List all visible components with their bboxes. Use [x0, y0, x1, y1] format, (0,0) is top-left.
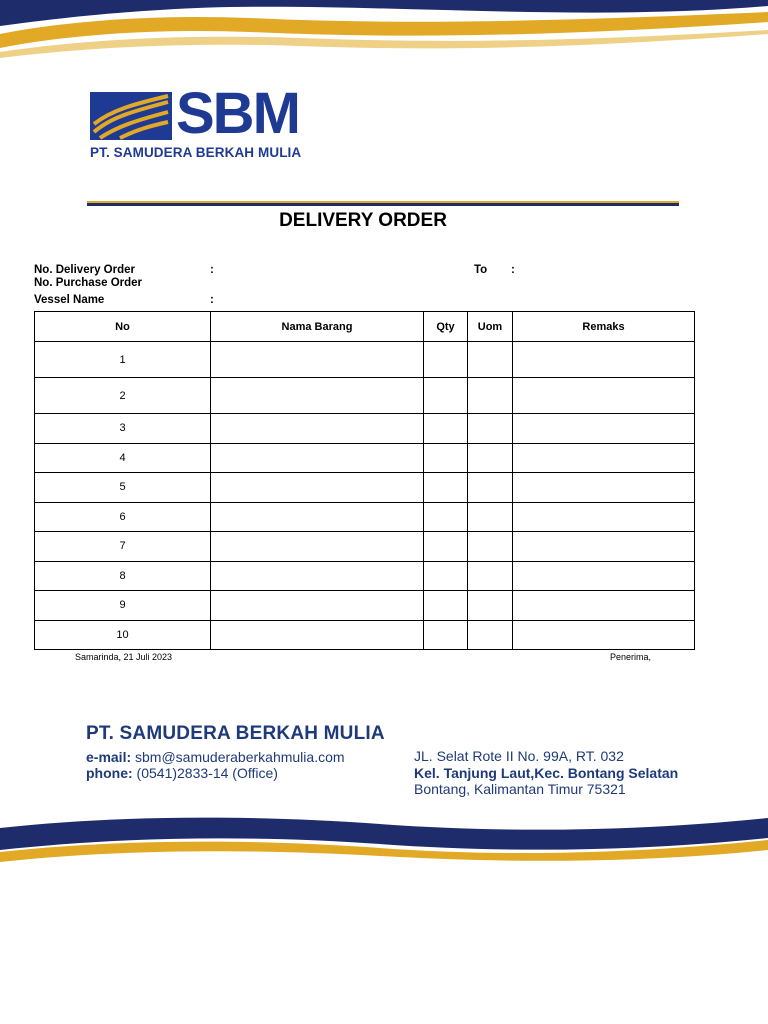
row-number: 1 — [35, 342, 211, 378]
email-value: sbm@samuderaberkahmulia.com — [135, 749, 345, 765]
nama-barang-cell — [211, 414, 424, 444]
qty-cell — [424, 378, 468, 414]
row-number: 2 — [35, 378, 211, 414]
footer-address-line-1: JL. Selat Rote II No. 99A, RT. 032 — [414, 748, 624, 764]
table-row — [35, 473, 695, 503]
qty-cell — [424, 342, 468, 378]
remaks-cell — [513, 532, 695, 562]
nama-barang-cell — [211, 620, 424, 650]
phone-value: (0541)2833-14 (Office) — [136, 765, 278, 781]
table-row — [35, 502, 695, 532]
uom-cell — [468, 620, 513, 650]
vessel-name-colon: : — [210, 294, 214, 306]
nama-barang-cell — [211, 502, 424, 532]
nama-barang-cell — [211, 378, 424, 414]
uom-cell — [468, 532, 513, 562]
delivery-order-label: No. Delivery Order — [34, 264, 135, 276]
row-number: 7 — [35, 532, 211, 562]
uom-cell — [468, 473, 513, 503]
row-number: 9 — [35, 591, 211, 621]
row-number: 4 — [35, 443, 211, 473]
purchase-order-label: No. Purchase Order — [34, 277, 143, 289]
place-date: Samarinda, 21 Juli 2023 — [75, 652, 173, 662]
uom-cell — [468, 414, 513, 444]
remaks-cell — [513, 591, 695, 621]
footer-address-line-2: Kel. Tanjung Laut,Kec. Bontang Selatan — [414, 765, 679, 781]
nama-barang-cell — [211, 473, 424, 503]
remaks-cell — [513, 502, 695, 532]
remaks-cell — [513, 443, 695, 473]
header-divider — [87, 203, 679, 206]
items-table — [34, 311, 695, 650]
email-label: e-mail: — [86, 749, 132, 765]
company-name-under-logo: PT. SAMUDERA BERKAH MULIA — [90, 145, 302, 160]
footer-phone — [86, 765, 278, 781]
remaks-cell — [513, 473, 695, 503]
qty-cell — [424, 414, 468, 444]
nama-barang-cell — [211, 443, 424, 473]
remaks-cell — [513, 620, 695, 650]
table-row — [35, 378, 695, 414]
footer-email — [86, 749, 345, 765]
uom-cell — [468, 378, 513, 414]
table-row — [35, 532, 695, 562]
qty-cell — [424, 443, 468, 473]
uom-cell — [468, 502, 513, 532]
top-wave-decoration — [0, 0, 768, 70]
row-number: 5 — [35, 473, 211, 503]
nama-barang-cell — [211, 342, 424, 378]
logo-wordmark: SBM — [176, 81, 299, 146]
row-number: 6 — [35, 502, 211, 532]
qty-cell — [424, 620, 468, 650]
table-row — [35, 414, 695, 444]
delivery-order-colon: : — [210, 264, 214, 276]
remaks-cell — [513, 414, 695, 444]
qty-cell — [424, 561, 468, 591]
header-qty: Qty — [424, 312, 468, 342]
nama-barang-cell — [211, 532, 424, 562]
phone-label: phone: — [86, 765, 133, 781]
uom-cell — [468, 591, 513, 621]
footer-company-name: PT. SAMUDERA BERKAH MULIA — [86, 723, 385, 744]
header-nama-barang: Nama Barang — [211, 312, 424, 342]
remaks-cell — [513, 561, 695, 591]
row-number: 10 — [35, 620, 211, 650]
to-colon: : — [511, 264, 515, 276]
table-header-row — [35, 312, 695, 342]
table-row — [35, 620, 695, 650]
table-row — [35, 342, 695, 378]
document-title: DELIVERY ORDER — [279, 210, 447, 231]
sbm-logo-icon — [90, 92, 172, 140]
qty-cell — [424, 591, 468, 621]
nama-barang-cell — [211, 561, 424, 591]
footer-address-line-3: Bontang, Kalimantan Timur 75321 — [414, 781, 626, 797]
remaks-cell — [513, 342, 695, 378]
row-number: 8 — [35, 561, 211, 591]
header-remaks: Remaks — [513, 312, 695, 342]
nama-barang-cell — [211, 591, 424, 621]
header-uom: Uom — [468, 312, 513, 342]
table-row — [35, 561, 695, 591]
table-row — [35, 591, 695, 621]
uom-cell — [468, 561, 513, 591]
remaks-cell — [513, 378, 695, 414]
header-no: No — [35, 312, 211, 342]
table-row — [35, 443, 695, 473]
uom-cell — [468, 342, 513, 378]
vessel-name-label: Vessel Name — [34, 294, 105, 306]
to-label: To — [474, 264, 488, 276]
qty-cell — [424, 532, 468, 562]
qty-cell — [424, 502, 468, 532]
receiver-label: Penerima, — [610, 652, 652, 662]
row-number: 3 — [35, 414, 211, 444]
bottom-wave-decoration — [0, 808, 768, 868]
qty-cell — [424, 473, 468, 503]
uom-cell — [468, 443, 513, 473]
